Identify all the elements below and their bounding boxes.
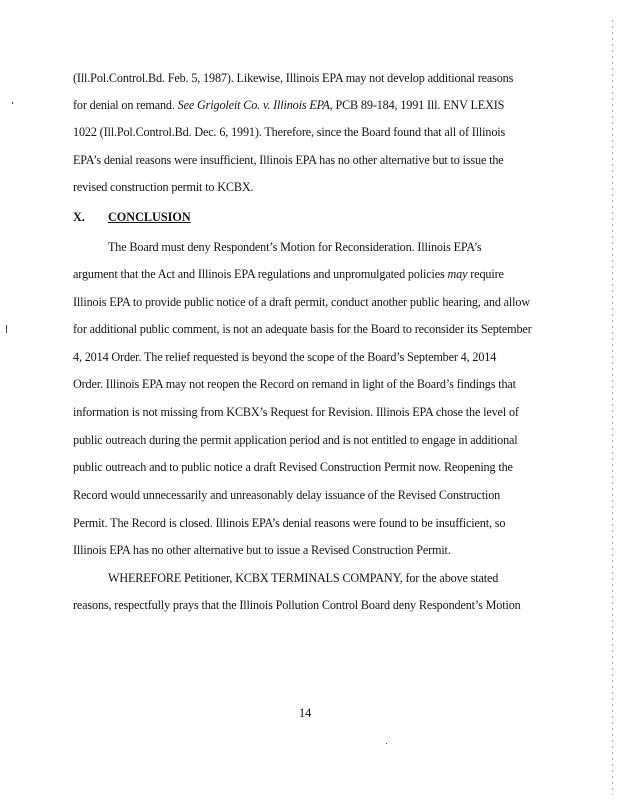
text-line: for additional public comment, is not an adequate basis for the Board to reconsider its September [73,322,532,336]
text-line: The Board must deny Respondent’s Motion for Reconsideration. Illinois EPA’s [108,240,482,254]
scan-speck [12,102,13,104]
section-heading: CONCLUSION [108,210,191,224]
text-line: argument that the Act and Illinois EPA regulations and unpromulgated policies may require [73,267,504,281]
section-number: X. [73,210,85,224]
text-line: Permit. The Record is closed. Illinois EPA’s denial reasons were found to be insufficient, so [73,516,506,530]
text-line: EPA’s denial reasons were insufficient, Illinois EPA has no other alternative but to issue the [73,153,504,167]
text-line: reasons, respectfully prays that the Illinois Pollution Control Board deny Respondent’s Motion [73,598,521,612]
text-line: public outreach during the permit application period and is not entitled to engage in additional [73,433,518,447]
text-line: WHEREFORE Petitioner, KCBX TERMINALS COMPANY, for the above stated [108,571,499,585]
scan-edge [612,20,613,795]
text-line: Record would unnecessarily and unreasonably delay issuance of the Revised Construction [73,488,501,502]
scan-speck [386,743,387,744]
text-line: 1022 (Ill.Pol.Control.Bd. Dec. 6, 1991). Therefore, since the Board found that all of Illinois [73,125,506,139]
text-line: Illinois EPA to provide public notice of a draft permit, conduct another public hearing, and allow [73,295,530,309]
text-line: Order. Illinois EPA may not reopen the Record on remand in light of the Board’s findings that [73,377,516,391]
text-line: public outreach and to public notice a draft Revised Construction Permit now. Reopening the [73,460,513,474]
scan-speck [6,325,7,333]
text-line: 4, 2014 Order. The relief requested is beyond the scope of the Board’s September 4, 2014 [73,350,497,364]
text-line: (Ill.Pol.Control.Bd. Feb. 5, 1987). Likewise, Illinois EPA may not develop additional reasons [73,71,514,85]
page-number: 14 [299,706,312,720]
text-line: Illinois EPA has no other alternative but to issue a Revised Construction Permit. [73,543,451,557]
text-line: for denial on remand. See Grigoleit Co. v. Illinois EPA, PCB 89-184, 1991 Ill. ENV LEXIS [73,98,505,112]
text-line: information is not missing from KCBX’s Request for Revision. Illinois EPA chose the level of [73,405,519,419]
case-citation: See Grigoleit Co. v. Illinois EPA [177,98,330,112]
emphasis: may [447,267,468,281]
text-line: revised construction permit to KCBX. [73,180,254,194]
